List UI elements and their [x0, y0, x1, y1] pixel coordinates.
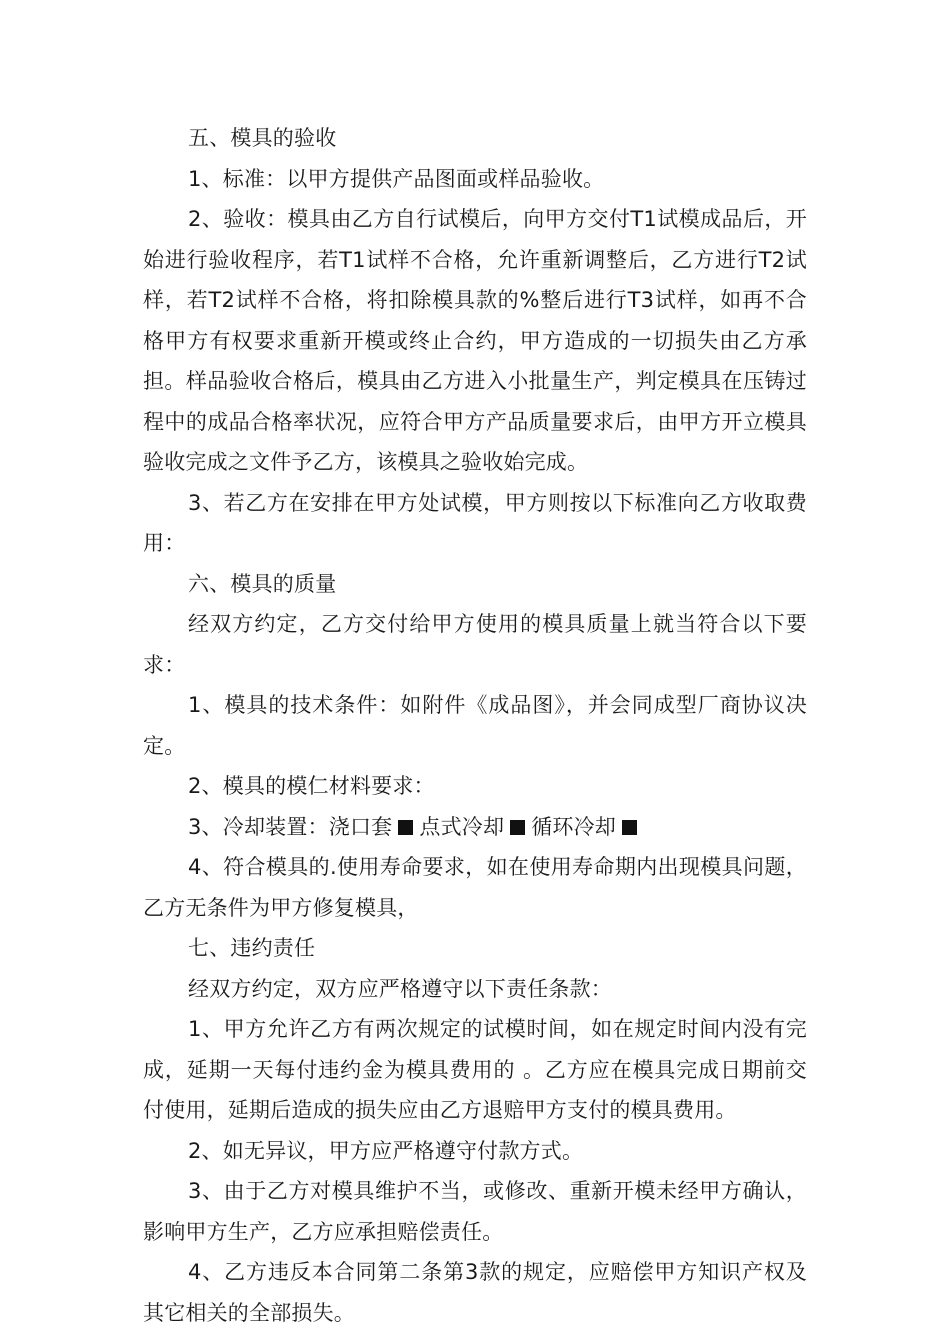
liability-intro: 经双方约定，双方应严格遵守以下责任条款： — [188, 976, 612, 1001]
clause-acceptance-procedure: 2、验收：模具由乙方自行试模后，向甲方交付T1试模成品后，开始进行验收程序，若T1试样不合格，允许重新调整后，乙方进行T2试样，若T2试样不合格，将扣除模具款的%整后进行T3试样，如再不合格甲方有权要求重新开模或终止合约，甲方造成的一切损失由乙方承担。样品验收合格后，模具由乙方进入小批量生产，判定模具在压铸过程中的成品合格率状况，应符合甲方产品质量要求后，由甲方开立模具验收完成之文件予乙方，该模具之验收始完成。 — [143, 207, 807, 474]
clause-maintenance-liability: 3、由于乙方对模具维护不当，或修改、重新开模未经甲方确认，影响甲方生产，乙方应承担赔偿责任。 — [143, 1179, 807, 1244]
document-body — [143, 118, 807, 1333]
checkbox-filled-icon — [510, 820, 525, 835]
cooling-option-circulation: 循环冷却 — [531, 814, 616, 839]
checkbox-filled-icon — [622, 820, 637, 835]
clause-ip-compensation: 4、乙方违反本合同第二条第3款的规定，应赔偿甲方知识产权及其它相关的全部损失。 — [143, 1260, 807, 1325]
section-heading-liability: 七、违约责任 — [188, 936, 316, 960]
clause-standard: 1、标准：以甲方提供产品图面或样品验收。 — [188, 166, 605, 191]
cooling-option-sprue-bush: 浇口套 — [328, 814, 393, 839]
clause-core-material: 2、模具的模仁材料要求： — [188, 774, 435, 798]
checkbox-filled-icon — [398, 820, 413, 835]
clause-cooling-device — [143, 807, 807, 848]
clause-technical-conditions: 1、模具的技术条件：如附件《成品图》，并会同成型厂商协议决定。 — [143, 693, 807, 758]
section-heading-acceptance: 五、模具的验收 — [188, 126, 337, 150]
section-heading-quality: 六、模具的质量 — [188, 571, 337, 596]
quality-intro: 经双方约定，乙方交付给甲方使用的模具质量上就当符合以下要求： — [143, 612, 807, 677]
clause-trial-fee: 3、若乙方在安排在甲方处试模，甲方则按以下标准向乙方收取费用： — [143, 490, 807, 555]
clause-payment-terms: 2、如无异议，甲方应严格遵守付款方式。 — [188, 1138, 584, 1163]
cooling-prefix: 3、冷却装置： — [188, 814, 329, 839]
clause-service-life: 4、符合模具的.使用寿命要求，如在使用寿命期内出现模具问题，乙方无条件为甲方修复模具， — [143, 855, 807, 920]
cooling-option-spot: 点式冷却 — [419, 814, 505, 839]
clause-trial-deadline: 1、甲方允许乙方有两次规定的试模时间，如在规定时间内没有完成，延期一天每付违约金为模具费用的 。乙方应在模具完成日期前交付使用，延期后造成的损失应由乙方退赔甲方支付的模具费用。 — [143, 1017, 807, 1122]
